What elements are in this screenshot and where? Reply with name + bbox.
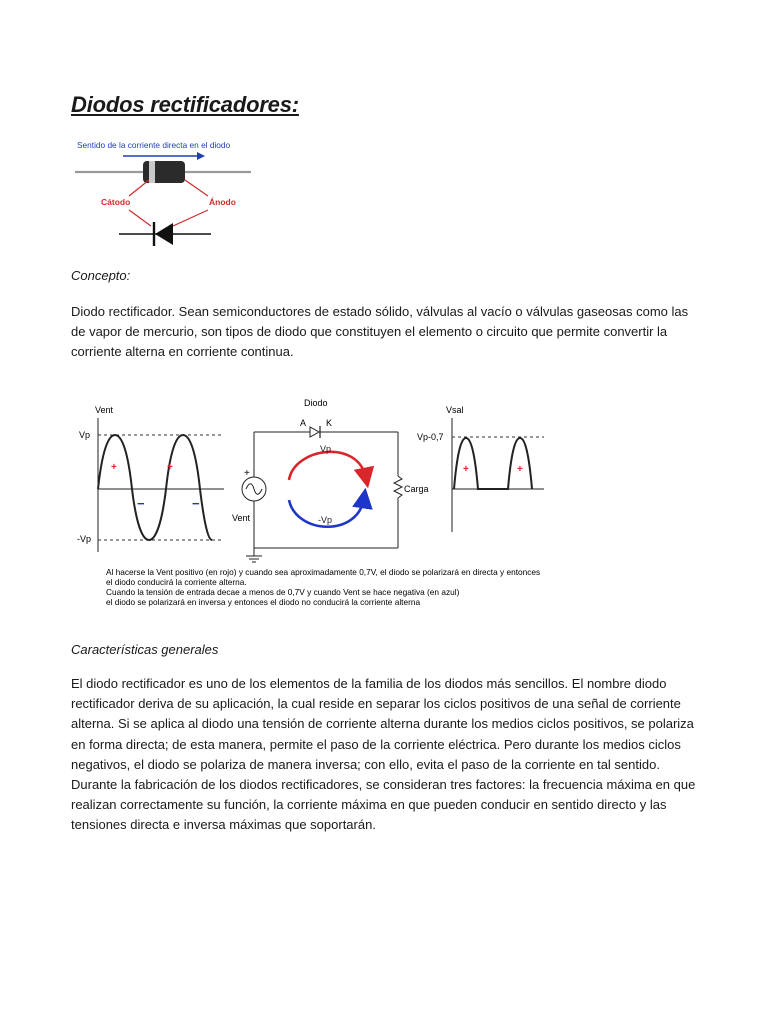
input-sine-wave: [98, 435, 212, 540]
rectifier-circuit: [232, 398, 429, 562]
input-vp-label: Vp: [79, 430, 91, 440]
anode-terminal-label: A: [300, 418, 307, 428]
diagram-note-line-2: el diodo conducirá la corriente alterna.: [106, 577, 247, 587]
input-waveform-graph: [77, 405, 224, 552]
characteristics-heading: Características generales: [71, 642, 219, 657]
diagram-note-line-1: Al hacerse la Vent positivo (en rojo) y cuando sea aproximadamente 0,7V, el diodo se polarizará en directa y entonces: [106, 567, 541, 577]
diode-direction-figure: [71, 132, 255, 254]
circuit-diode-triangle: [310, 427, 319, 437]
input-axis-label: Vent: [95, 405, 114, 415]
input-minus-sign-1: −: [137, 496, 145, 511]
concept-paragraph: Diodo rectificador. Sean semiconductores de estado sólido, válvulas al vacío o válvulas gaseosas como las de vapor de mercurio, son tipos de diodo que constituyen el elemento o circuito que permite convertir la corriente alterna en corriente continua.: [71, 304, 689, 360]
input-plus-sign-2: +: [167, 462, 173, 473]
diagram-note-line-3: Cuando la tensión de entrada decae a menos de 0,7V y cuando Vent se hace negativa (en azul): [106, 587, 460, 597]
input-neg-vp-label: -Vp: [77, 534, 92, 544]
forward-current-label: Vp: [320, 444, 332, 454]
current-direction-caption: Sentido de la corriente directa en el diodo: [77, 140, 231, 150]
input-minus-sign-2: −: [192, 496, 200, 511]
input-plus-sign-1: +: [111, 462, 117, 473]
load-resistor-icon: [394, 476, 402, 498]
output-level-label: Vp-0,7: [417, 432, 444, 442]
diagram-note-line-4: el diodo se polarizará en inversa y entonces el diodo no conducirá la corriente alterna: [106, 597, 421, 607]
cathode-label: Cátodo: [101, 197, 131, 207]
output-plus-sign-2: +: [517, 464, 523, 475]
output-plus-sign-1: +: [463, 464, 469, 475]
cathode-terminal-label: K: [326, 418, 333, 428]
rectifier-diagram: [74, 392, 554, 617]
reverse-current-label: -Vp: [318, 515, 333, 525]
concept-heading: Concepto:: [71, 268, 131, 283]
page-title: Diodos rectificadores:: [71, 92, 299, 117]
diode-photo-band: [149, 161, 155, 183]
diode-label: Diodo: [304, 398, 328, 408]
forward-current-arrow: [289, 452, 366, 480]
anode-label: Ánodo: [209, 197, 236, 207]
output-axis-label: Vsal: [446, 405, 464, 415]
source-label: Vent: [232, 513, 251, 523]
output-waveform-graph: [417, 405, 544, 532]
characteristics-paragraph: El diodo rectificador es uno de los elementos de la familia de los diodos más sencillos. El nombre diodo rectificador deriva de su aplicación, la cual reside en separar los ciclos positivos de una señal de corriente alterna. Si se aplica al diodo una tensión de corriente alterna durante los medios ciclos positivos, se polariza en forma directa; de esta manera, permite el paso de la corriente eléctrica. Pero durante los medios ciclos negativos, el diodo se polariza de manera inversa; con ello, evita el paso de la corriente en tal sentido. Durante la fabricación de los diodos rectificadores, se consideran tres factores: la frecuencia máxima en que realizan correctamente su función, la corriente máxima en que pueden conducir en sentido directo y las tensiones directa e inversa máximas que soportarán.: [71, 676, 696, 833]
load-label: Carga: [404, 484, 429, 494]
source-plus-sign: +: [244, 468, 250, 479]
